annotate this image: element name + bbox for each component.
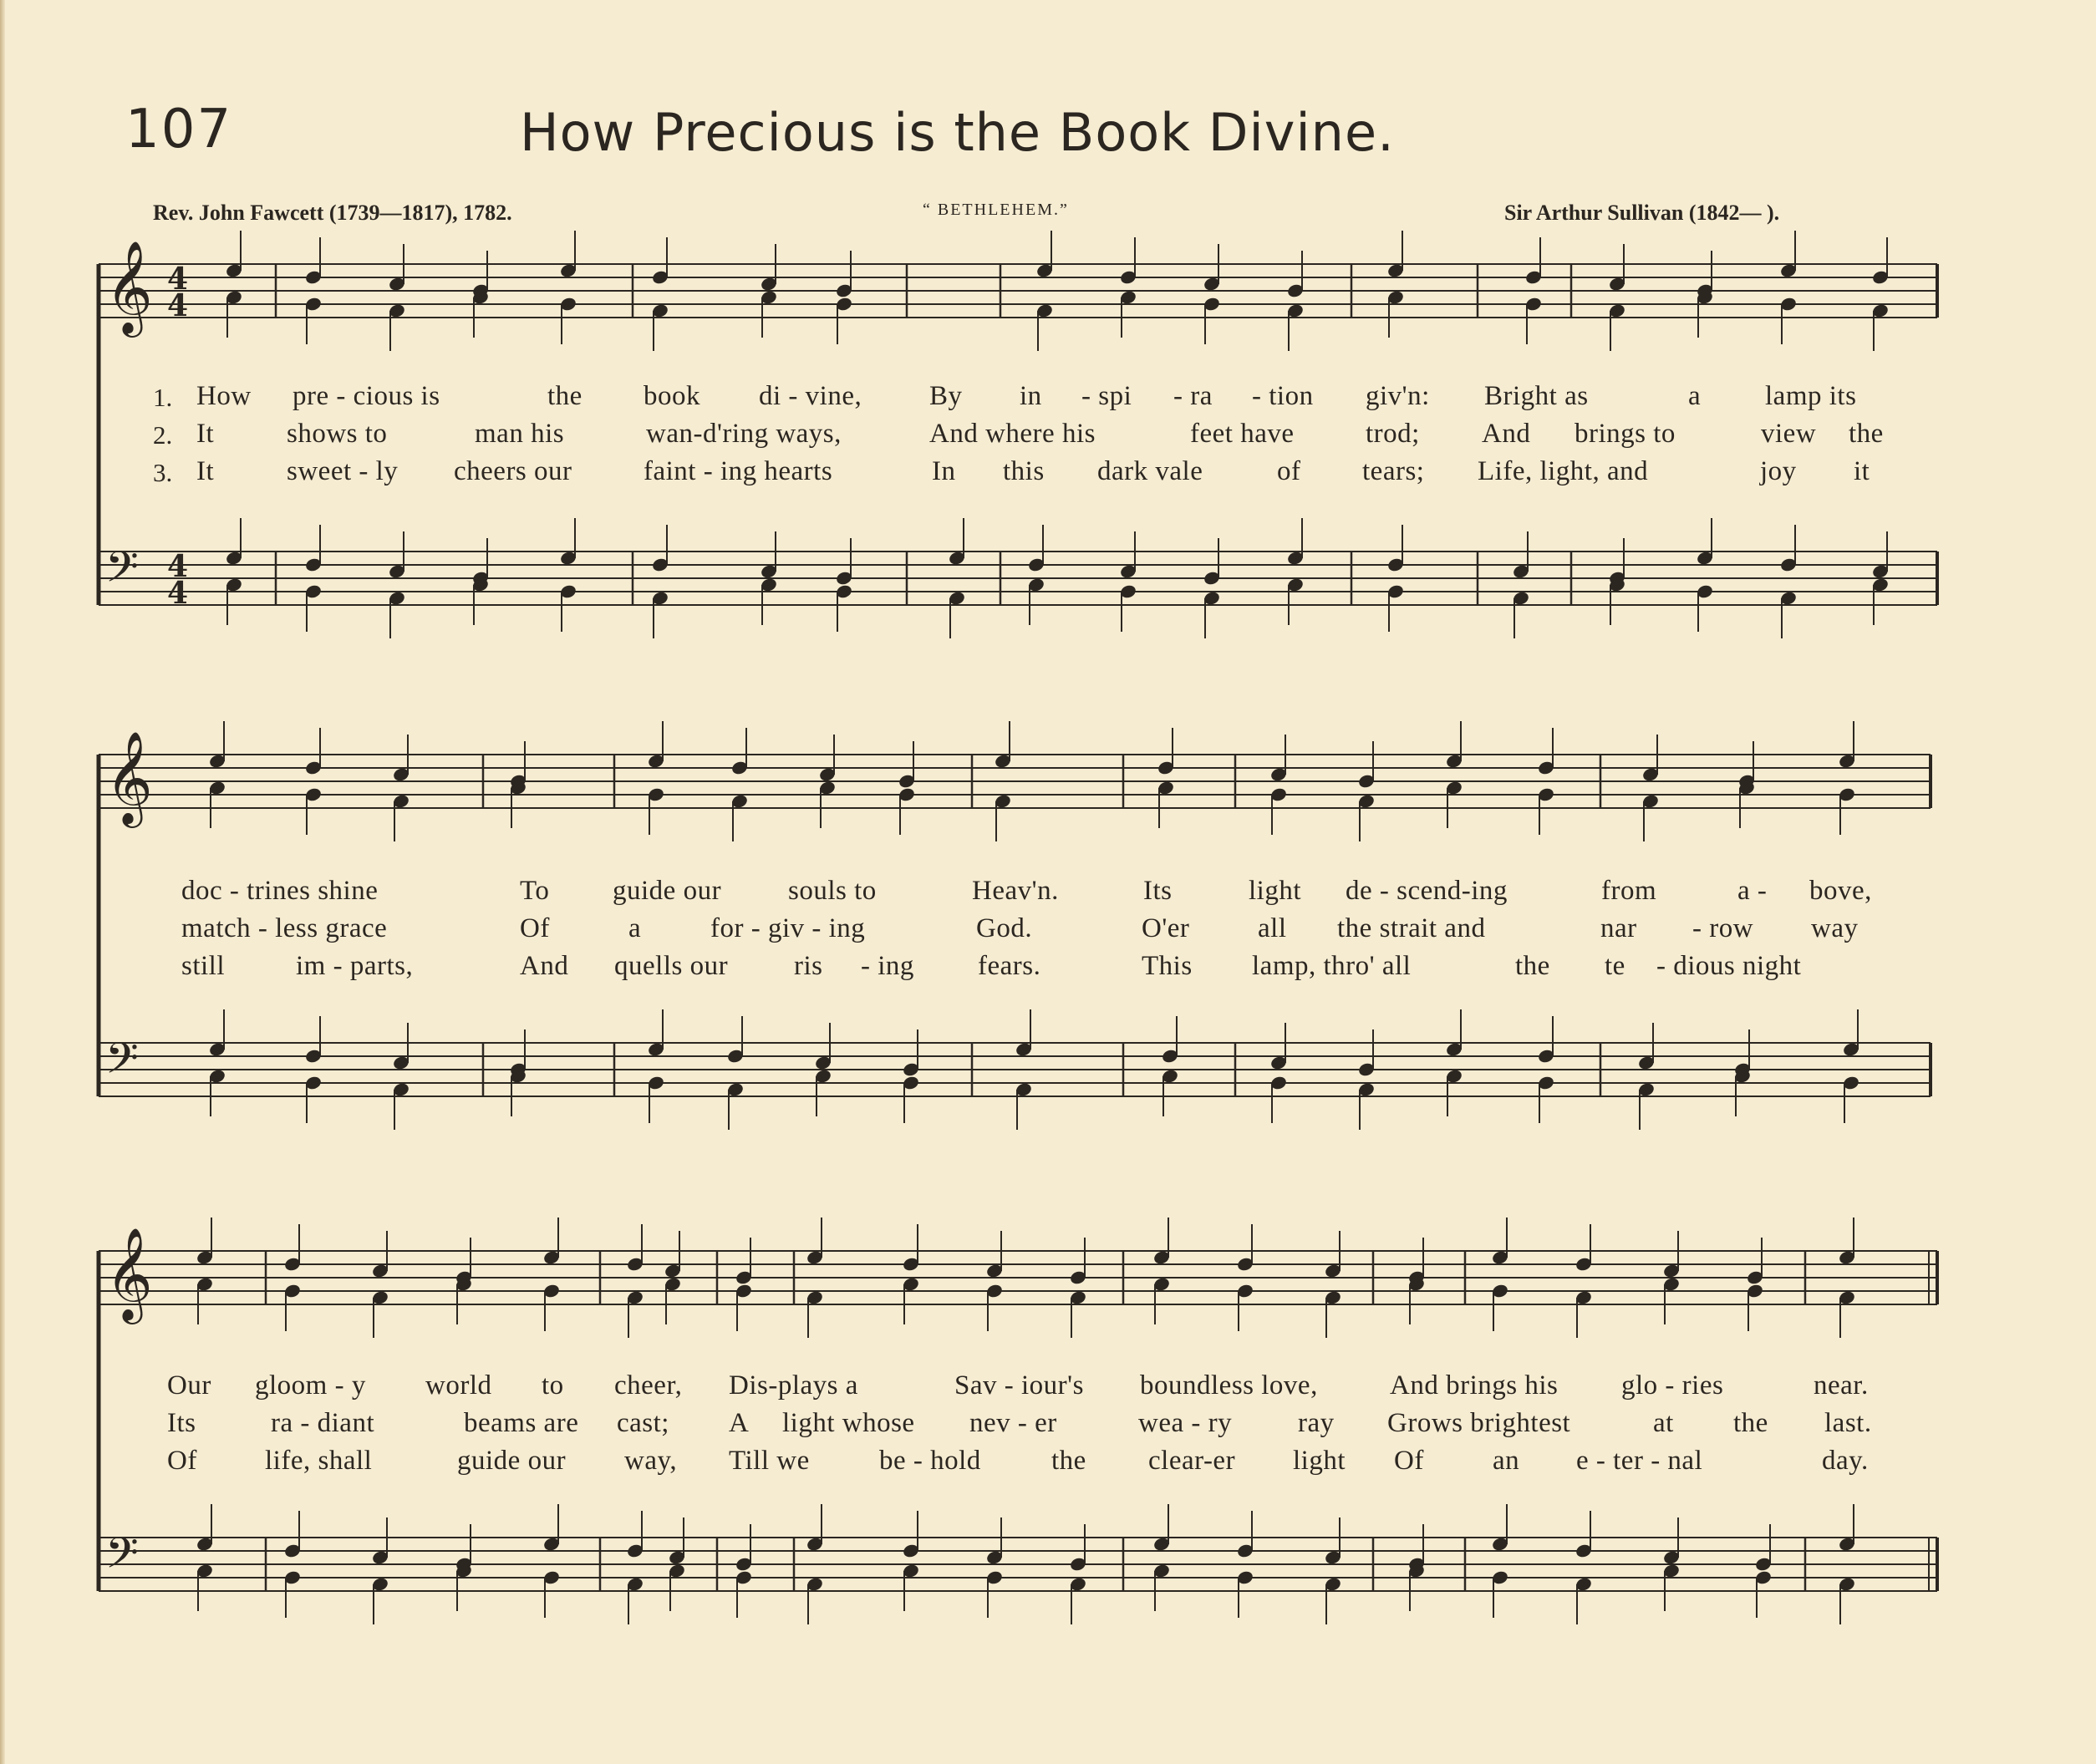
lyric-word: the strait and	[1337, 913, 1486, 943]
lyric-word: book	[644, 381, 700, 411]
lyric-word: guide our	[613, 876, 722, 906]
time-signature: 4	[167, 549, 189, 584]
lyric-word: nar	[1600, 913, 1637, 943]
lyric-word: cast;	[617, 1408, 669, 1438]
lyric-word: To	[520, 876, 550, 906]
lyric-word: de - scend-ing	[1346, 876, 1508, 906]
lyric-word: ray	[1298, 1408, 1335, 1438]
lyric-word: all	[1258, 913, 1287, 943]
lyric-word: faint - ing hearts	[644, 456, 833, 486]
lyric-word: an	[1493, 1446, 1520, 1476]
lyric-word: dark vale	[1097, 456, 1203, 486]
lyric-word: feet have	[1190, 419, 1295, 449]
lyric-word: still	[181, 951, 226, 981]
lyric-word: light	[1293, 1446, 1346, 1476]
author-credit: Rev. John Fawcett (1739—1817), 1782.	[153, 201, 512, 225]
time-signature: 4	[167, 262, 189, 297]
lyric-word: way	[1811, 913, 1859, 943]
lyric-word: the	[1849, 419, 1884, 449]
lyric-word: And where his	[929, 419, 1096, 449]
lyric-word: te	[1605, 951, 1625, 981]
time-signature: 4	[167, 576, 189, 611]
time-signature: 4	[167, 288, 189, 323]
hymn-number: 107	[125, 99, 233, 160]
lyric-word: God.	[976, 913, 1033, 943]
lyric-word: fears.	[978, 951, 1041, 981]
lyric-word: pre - cious is	[293, 381, 440, 411]
lyric-word: nev - er	[969, 1408, 1057, 1438]
lyric-word: souls to	[788, 876, 877, 906]
lyric-word: im - parts,	[296, 951, 414, 981]
lyric-word: Of	[167, 1446, 197, 1476]
lyric-word: And	[1482, 419, 1531, 449]
lyric-word: Till we	[729, 1446, 810, 1476]
bass-clef-icon: 𝄢	[105, 541, 139, 602]
lyric-word: a	[628, 913, 642, 943]
lyric-word: guide our	[457, 1446, 567, 1476]
lyric-word: a -	[1737, 876, 1768, 906]
lyric-word: day.	[1822, 1446, 1869, 1476]
lyric-word: brings to	[1575, 419, 1676, 449]
lyric-line	[0, 1446, 2096, 1482]
lyric-word: joy	[1760, 456, 1797, 486]
lyric-word: - tion	[1252, 381, 1314, 411]
lyric-word: for - giv - ing	[710, 913, 866, 943]
lyric-word: sweet - ly	[287, 456, 399, 486]
lyric-word: It	[196, 456, 215, 486]
lyric-word: ris	[794, 951, 823, 981]
lyric-word: clear-er	[1148, 1446, 1236, 1476]
lyric-word: the	[547, 381, 583, 411]
lyric-word: beams are	[464, 1408, 579, 1438]
lyric-word: - row	[1692, 913, 1754, 943]
lyric-word: world	[425, 1370, 492, 1401]
verse-number: 1.	[153, 383, 173, 412]
lyric-word: a	[1688, 381, 1702, 411]
lyric-word: ra - diant	[271, 1408, 375, 1438]
lyric-word: in	[1020, 381, 1042, 411]
lyric-word: tears;	[1362, 456, 1425, 486]
lyric-word: This	[1142, 951, 1193, 981]
lyric-word: And brings his	[1390, 1370, 1559, 1401]
lyric-word: - ra	[1173, 381, 1213, 411]
tune-name: “ BETHLEHEM.”	[923, 201, 1069, 219]
lyric-word: Our	[167, 1370, 211, 1401]
treble-clef-icon: 𝄞	[105, 730, 153, 824]
lyric-word: Its	[1143, 876, 1173, 906]
lyric-word: e - ter - nal	[1576, 1446, 1703, 1476]
lyric-word: to	[542, 1370, 564, 1401]
lyric-word: way,	[624, 1446, 678, 1476]
lyric-word: view	[1761, 419, 1817, 449]
lyric-line	[0, 419, 2096, 455]
lyric-word: cheer,	[614, 1370, 683, 1401]
lyric-line	[0, 876, 2096, 913]
lyric-word: How	[196, 381, 252, 411]
treble-clef-icon: 𝄞	[105, 240, 153, 333]
hymn-title: How Precious is the Book Divine.	[520, 102, 1395, 163]
lyric-word: the	[1051, 1446, 1086, 1476]
lyric-word: this	[1003, 456, 1045, 486]
lyric-word: from	[1601, 876, 1657, 906]
lyric-word: be - hold	[879, 1446, 981, 1476]
lyric-word: gloom - y	[255, 1370, 366, 1401]
lyric-word: doc - trines shine	[181, 876, 379, 906]
lyric-word: - spi	[1081, 381, 1132, 411]
lyric-word: glo - ries	[1621, 1370, 1724, 1401]
lyric-word: last.	[1824, 1408, 1872, 1438]
lyric-word: It	[196, 419, 215, 449]
lyric-word: cheers our	[454, 456, 572, 486]
lyric-word: light	[1249, 876, 1302, 906]
lyric-line	[0, 1408, 2096, 1445]
lyric-word: life, shall	[265, 1446, 373, 1476]
lyric-word: lamp its	[1765, 381, 1857, 411]
lyric-word: - ing	[861, 951, 914, 981]
verse-number: 3.	[153, 458, 173, 487]
lyric-word: light whose	[782, 1408, 915, 1438]
bass-clef-icon: 𝄢	[105, 1528, 139, 1589]
lyric-word: giv'n:	[1366, 381, 1430, 411]
lyric-word: of	[1277, 456, 1301, 486]
lyric-word: bove,	[1809, 876, 1872, 906]
lyric-word: Sav - iour's	[954, 1370, 1084, 1401]
lyric-word: Of	[1394, 1446, 1424, 1476]
lyric-line	[0, 456, 2096, 493]
lyric-word: the	[1733, 1408, 1768, 1438]
lyric-line	[0, 1370, 2096, 1407]
lyric-word: at	[1653, 1408, 1674, 1438]
lyric-word: man his	[475, 419, 565, 449]
lyric-word: shows to	[287, 419, 388, 449]
lyric-word: wea - ry	[1138, 1408, 1233, 1438]
lyric-word: And	[520, 951, 569, 981]
lyric-word: Of	[520, 913, 550, 943]
lyric-word: Dis-plays a	[729, 1370, 858, 1401]
lyric-word: it	[1854, 456, 1870, 486]
lyric-line	[0, 951, 2096, 988]
lyric-word: lamp, thro' all	[1252, 951, 1412, 981]
lyric-word: Life, light, and	[1478, 456, 1649, 486]
lyric-word: Heav'n.	[972, 876, 1059, 906]
lyric-word: boundless love,	[1140, 1370, 1318, 1401]
lyric-word: Bright as	[1484, 381, 1589, 411]
lyric-word: By	[929, 381, 963, 411]
lyric-word: A	[729, 1408, 750, 1438]
bass-clef-icon: 𝄢	[105, 1033, 139, 1094]
lyric-line	[0, 381, 2096, 418]
verse-number: 2.	[153, 420, 173, 450]
lyric-word: match - less grace	[181, 913, 388, 943]
lyric-word: In	[932, 456, 956, 486]
lyric-line	[0, 913, 2096, 950]
lyric-word: Its	[167, 1408, 196, 1438]
lyric-word: quells our	[614, 951, 729, 981]
lyric-word: the	[1515, 951, 1550, 981]
lyric-word: wan-d'ring ways,	[646, 419, 842, 449]
lyric-word: Grows brightest	[1387, 1408, 1571, 1438]
composer-credit: Sir Arthur Sullivan (1842— ).	[1504, 201, 1780, 225]
lyric-word: near.	[1814, 1370, 1869, 1401]
lyric-word: trod;	[1366, 419, 1420, 449]
lyric-word: - dious night	[1656, 951, 1802, 981]
lyric-word: O'er	[1142, 913, 1190, 943]
treble-clef-icon: 𝄞	[105, 1227, 153, 1320]
lyric-word: di - vine,	[759, 381, 862, 411]
